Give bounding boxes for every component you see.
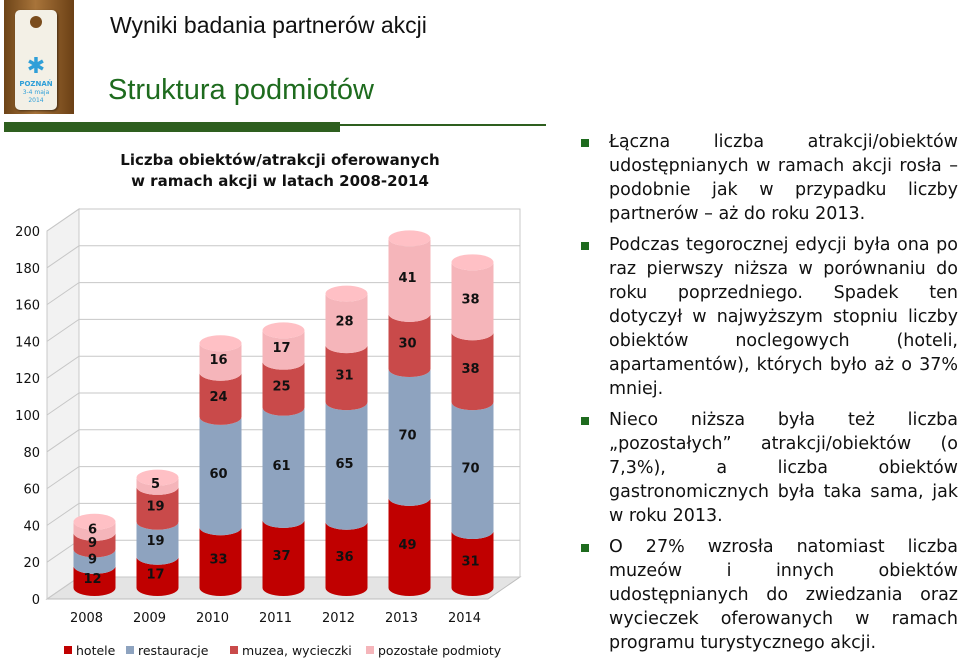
x-tick-label: 2013: [384, 611, 419, 626]
bar-top-cap: [452, 254, 494, 270]
y-tick-label: 60: [23, 482, 40, 498]
data-label: 17: [272, 341, 291, 357]
data-label: 5: [150, 477, 161, 493]
page-title: Wyniki badania partnerów akcji: [110, 12, 427, 38]
bullet-item: [580, 408, 958, 528]
data-label: 37: [272, 548, 291, 564]
legend-swatch: [64, 646, 72, 654]
data-label: 41: [398, 271, 417, 287]
data-label: 70: [461, 461, 480, 477]
data-label: 38: [461, 292, 480, 308]
data-label: 65: [335, 456, 354, 472]
x-tick-label: 2010: [195, 611, 230, 626]
legend-swatch: [230, 646, 238, 654]
y-tick-label: 120: [15, 372, 40, 388]
data-label: 30: [398, 336, 417, 352]
y-tick-label: 40: [23, 519, 40, 535]
chart-title-line-2: w ramach akcji w latach 2008-2014: [131, 172, 429, 190]
data-label: 16: [209, 353, 228, 368]
data-label: 31: [461, 554, 480, 570]
y-tick-label: 180: [15, 261, 40, 277]
data-label: 17: [146, 567, 165, 583]
logo-date: 3-4 maja: [22, 89, 50, 96]
data-label: 19: [146, 499, 165, 515]
chart-title-line-1: Liczba obiektów/atrakcji oferowanych: [120, 151, 440, 169]
bullet-text: Nieco niższa była też liczba „pozostałych” atrakcji/obiektów (o 7,3%), a liczba obiektów gastronomicznych była taka sama, jak w roku 2013.: [609, 410, 958, 526]
page-subtitle: Struktura podmiotów: [108, 74, 374, 106]
y-tick-label: 0: [31, 593, 40, 608]
legend-label: hotele: [76, 643, 116, 658]
data-label: 24: [209, 389, 228, 405]
x-tick-label: 2011: [258, 611, 293, 626]
data-label: 60: [209, 467, 228, 483]
bullet-item: [580, 130, 958, 226]
bullet-square-icon: [581, 242, 589, 250]
data-label: 6: [87, 522, 98, 538]
bar-top-cap: [263, 322, 305, 338]
x-tick-label: 2009: [132, 611, 167, 626]
data-label: 49: [398, 537, 417, 553]
data-label: 25: [272, 379, 291, 395]
data-label: 38: [461, 362, 480, 378]
data-label: 9: [87, 552, 98, 568]
y-tick-label: 100: [15, 409, 40, 424]
data-label: 19: [146, 534, 165, 550]
bullet-square-icon: [581, 417, 589, 425]
y-tick-label: 20: [23, 556, 40, 572]
data-label: 28: [335, 314, 354, 330]
bar-top-cap: [200, 335, 242, 351]
bar-top-cap: [389, 230, 431, 246]
bullet-text: Łączna liczba atrakcji/obiektów udostępnianych w ramach akcji rosła – podobnie jak w przypadku liczby partnerów – aż do roku 2013.: [609, 132, 958, 224]
legend-label: pozostałe podmioty: [378, 643, 502, 658]
bullet-list: [580, 130, 958, 662]
bullet-text: O 27% wzrosła natomiast liczba muzeów i innych obiektów udostępnianych do zwiedzania oraz wycieczek oferowanych w ramach programu turystycznego akcji.: [609, 537, 958, 653]
data-label: 12: [83, 571, 102, 587]
data-label: 33: [209, 552, 228, 568]
bullet-text: Podczas tegorocznej edycji była ona po raz pierwszy niższa w porównaniu do roku poprzedniego. Spadek ten dotyczył w najwyższym stopniu liczby obiektów noclegowych (hoteli, apartamentów), których było aż o 37% mniej.: [609, 235, 958, 399]
data-label: 36: [335, 549, 354, 565]
logo-city: POZNAŃ: [19, 80, 53, 88]
data-label: 31: [335, 368, 354, 384]
legend-swatch: [126, 646, 134, 654]
y-tick-label: 140: [15, 335, 40, 351]
bar-top-cap: [326, 286, 368, 302]
y-tick-label: 160: [15, 298, 40, 314]
bullet-square-icon: [581, 139, 589, 147]
logo-year: 2014: [28, 97, 44, 104]
x-tick-label: 2014: [447, 611, 482, 626]
legend-label: muzea, wycieczki: [242, 643, 352, 658]
legend-label: restauracje: [138, 643, 209, 658]
data-label: 61: [272, 458, 291, 474]
snowflake-icon: ✱: [26, 54, 46, 79]
data-label: 70: [398, 428, 417, 444]
bullet-item: [580, 233, 958, 401]
bullet-square-icon: [581, 544, 589, 552]
x-tick-label: 2008: [69, 611, 104, 626]
y-tick-label: 200: [15, 225, 40, 240]
legend-swatch: [366, 646, 374, 654]
bullet-item: [580, 535, 958, 655]
x-tick-label: 2012: [321, 611, 356, 626]
y-tick-label: 80: [23, 445, 40, 461]
data-label: 9: [87, 536, 98, 552]
